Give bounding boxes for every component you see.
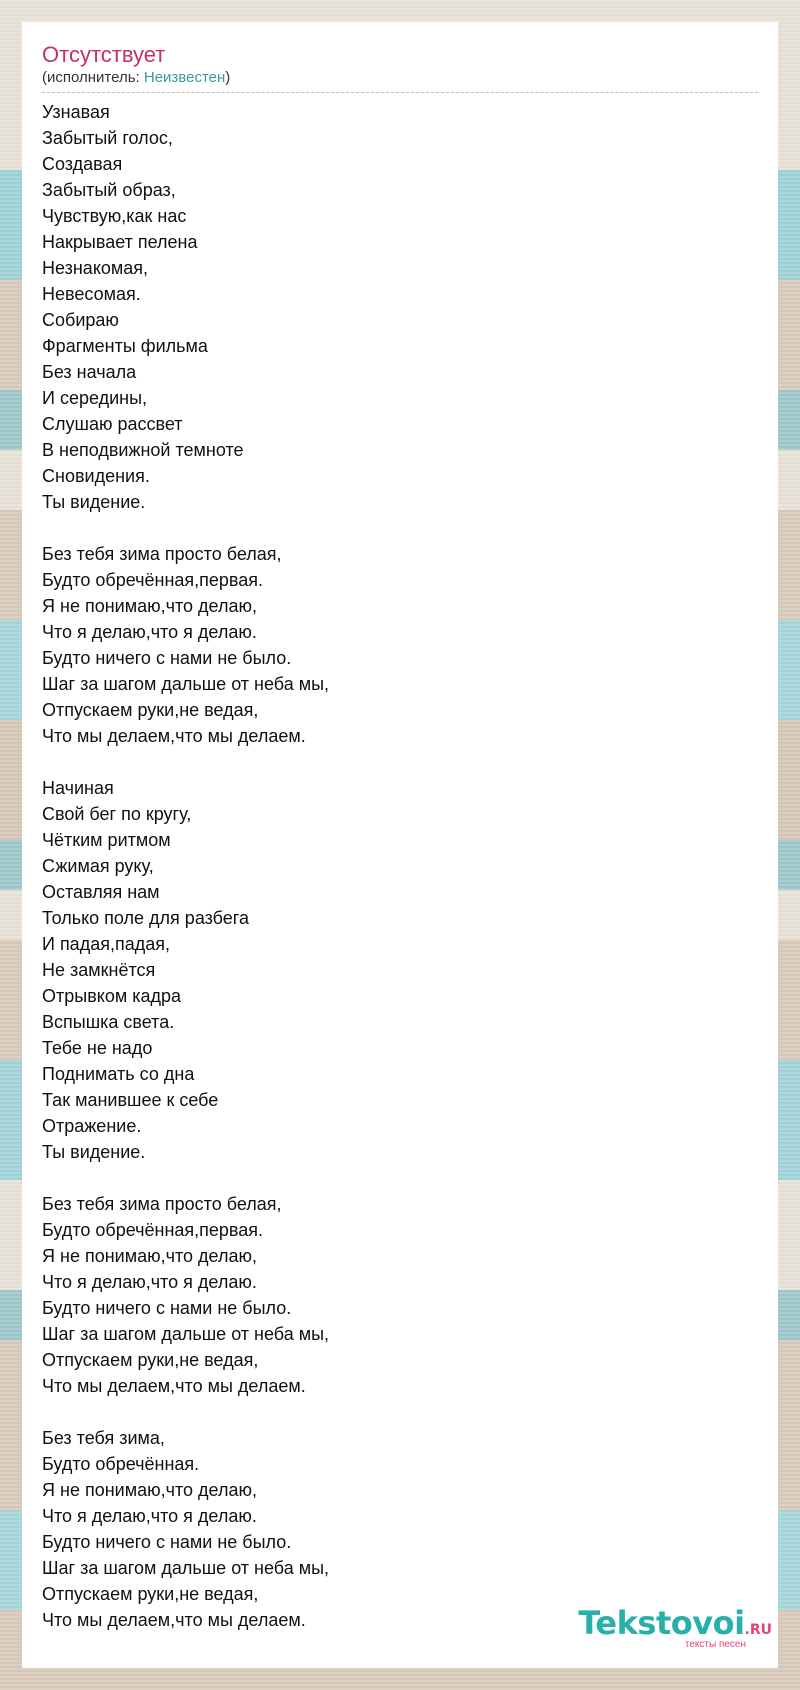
lyric-line: Я не понимаю,что делаю, <box>42 1480 257 1500</box>
lyrics-card <box>22 22 778 1668</box>
lyric-line <box>42 749 758 775</box>
lyric-line: Что мы делаем,что мы делаем. <box>42 726 306 746</box>
lyric-line: Шаг за шагом дальше от неба мы, <box>42 1558 330 1578</box>
lyric-line: Невесомая. <box>42 284 141 304</box>
lyric-line: Что я делаю,что я делаю. <box>42 1272 257 1292</box>
site-logo[interactable] <box>578 1604 772 1650</box>
lyric-line <box>42 1165 758 1191</box>
lyric-line: Отпускаем руки,не ведая, <box>42 1584 259 1604</box>
lyric-line: Шаг за шагом дальше от неба мы, <box>42 674 330 694</box>
lyric-line: Накрывает пелена <box>42 232 198 252</box>
lyric-line: Без тебя зима просто белая, <box>42 544 282 564</box>
lyrics-text <box>42 99 758 1633</box>
lyric-line: Слушаю рассвет <box>42 414 183 434</box>
lyric-line: Сжимая руку, <box>42 856 154 876</box>
lyric-line: Поднимать со дна <box>42 1064 195 1084</box>
lyric-line: Будто ничего с нами не было. <box>42 1298 292 1318</box>
lyric-line: Будто ничего с нами не было. <box>42 648 292 668</box>
song-title: Отсутствует <box>42 42 166 67</box>
lyric-line: Что я делаю,что я делаю. <box>42 622 257 642</box>
lyric-line: Ты видение. <box>42 492 146 512</box>
lyric-line: Чётким ритмом <box>42 830 171 850</box>
lyric-line: Будто обречённая,первая. <box>42 570 264 590</box>
lyric-line: Ты видение. <box>42 1142 146 1162</box>
lyric-line: Что мы делаем,что мы делаем. <box>42 1376 306 1396</box>
artist-line <box>42 68 758 93</box>
lyric-line: Не замкнётся <box>42 960 156 980</box>
lyric-line: Без начала <box>42 362 137 382</box>
lyric-line: Без тебя зима просто белая, <box>42 1194 282 1214</box>
lyric-line: Фрагменты фильма <box>42 336 208 356</box>
artist-suffix: ) <box>225 69 231 86</box>
lyric-line: Я не понимаю,что делаю, <box>42 1246 257 1266</box>
logo-tld: .RU <box>744 1622 772 1638</box>
lyric-line: Что мы делаем,что мы делаем. <box>42 1610 306 1630</box>
lyric-line: Чувствую,как нас <box>42 206 187 226</box>
lyric-line: Забытый голос, <box>42 128 173 148</box>
lyric-line <box>42 1399 758 1425</box>
lyric-line: Будто обречённая,первая. <box>42 1220 264 1240</box>
lyric-line: Сновидения. <box>42 466 150 486</box>
lyric-line: Отпускаем руки,не ведая, <box>42 700 259 720</box>
lyric-line: Собираю <box>42 310 119 330</box>
lyric-line: Незнакомая, <box>42 258 149 278</box>
lyric-line: Узнавая <box>42 102 110 122</box>
artist-link[interactable]: Неизвестен <box>143 69 226 86</box>
lyric-line: Создавая <box>42 154 123 174</box>
lyric-line: Вспышка света. <box>42 1012 175 1032</box>
lyric-line: И середины, <box>42 388 148 408</box>
lyric-line: Забытый образ, <box>42 180 176 200</box>
lyric-line: Свой бег по кругу, <box>42 804 192 824</box>
lyric-line: Только поле для разбега <box>42 908 249 928</box>
lyric-line: Отражение. <box>42 1116 142 1136</box>
lyric-line: Будто ничего с нами не было. <box>42 1532 292 1552</box>
logo-tagline: тексты песен <box>684 1639 746 1650</box>
lyric-line <box>42 515 758 541</box>
lyric-line: Без тебя зима, <box>42 1428 165 1448</box>
lyric-line: Что я делаю,что я делаю. <box>42 1506 257 1526</box>
lyric-line: В неподвижной темноте <box>42 440 244 460</box>
lyric-line: Тебе не надо <box>42 1038 153 1058</box>
artist-prefix: (исполнитель: <box>42 69 144 86</box>
logo-wordmark: Tekstovoi <box>578 1604 745 1642</box>
lyric-line: Так манившее к себе <box>42 1090 219 1110</box>
lyric-line: Отрывком кадра <box>42 986 182 1006</box>
lyric-line: Отпускаем руки,не ведая, <box>42 1350 259 1370</box>
lyric-line: Будто обречённая. <box>42 1454 200 1474</box>
lyric-line: Оставляя нам <box>42 882 160 902</box>
lyric-line: Шаг за шагом дальше от неба мы, <box>42 1324 330 1344</box>
lyric-line: Начиная <box>42 778 114 798</box>
lyric-line: И падая,падая, <box>42 934 170 954</box>
lyric-line: Я не понимаю,что делаю, <box>42 596 257 616</box>
